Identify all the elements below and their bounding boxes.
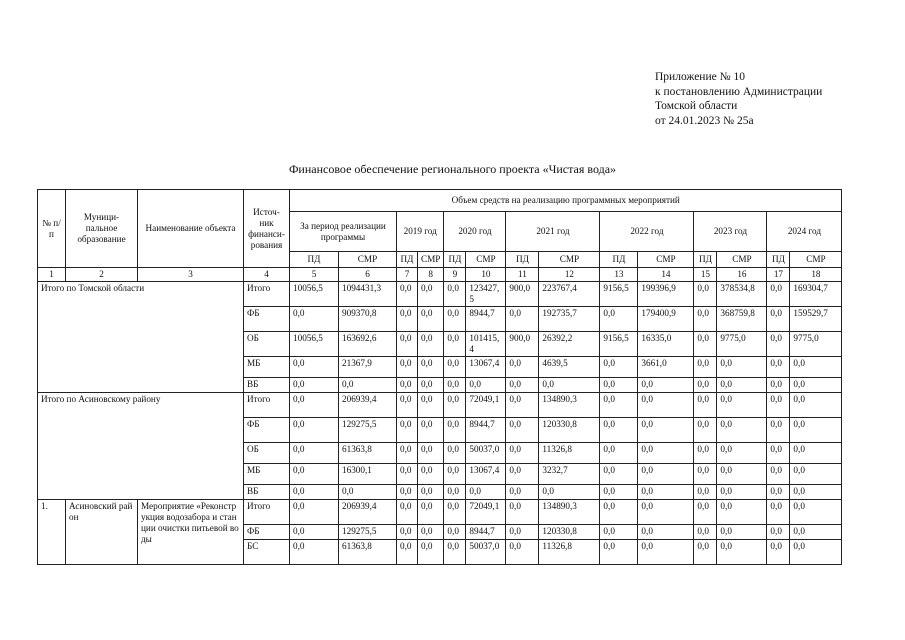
value-cell: 134890,3 <box>539 500 600 525</box>
source-cell: ОБ <box>244 443 290 464</box>
value-cell: 0,0 <box>790 464 842 485</box>
value-cell: 0,0 <box>418 418 444 443</box>
value-cell: 0,0 <box>397 540 418 565</box>
value-cell: 72049,1 <box>466 500 506 525</box>
item-num: 1. <box>38 500 66 565</box>
value-cell: 0,0 <box>506 418 539 443</box>
value-cell: 0,0 <box>506 443 539 464</box>
value-cell: 0,0 <box>539 485 600 500</box>
value-cell: 0,0 <box>694 378 717 393</box>
value-cell: 3661,0 <box>638 357 694 378</box>
value-cell: 0,0 <box>418 357 444 378</box>
appendix-block <box>655 70 822 128</box>
value-cell: 0,0 <box>418 378 444 393</box>
value-cell: 0,0 <box>506 485 539 500</box>
value-cell: 0,0 <box>444 464 466 485</box>
value-cell: 0,0 <box>717 418 767 443</box>
value-cell: 0,0 <box>290 540 339 565</box>
value-cell: 0,0 <box>717 443 767 464</box>
group-label: Итого по Асиновскому району <box>38 393 244 500</box>
value-cell: 1094431,3 <box>339 282 397 307</box>
value-cell: 0,0 <box>790 443 842 464</box>
value-cell: 0,0 <box>397 500 418 525</box>
value-cell: 0,0 <box>506 378 539 393</box>
value-cell: 163692,6 <box>339 332 397 357</box>
value-cell: 0,0 <box>290 464 339 485</box>
value-cell: 0,0 <box>790 500 842 525</box>
value-cell: 0,0 <box>418 464 444 485</box>
value-cell: 0,0 <box>694 525 717 540</box>
header-pd: ПД <box>506 252 539 268</box>
value-cell: 0,0 <box>444 485 466 500</box>
value-cell: 0,0 <box>466 378 506 393</box>
value-cell: 0,0 <box>600 485 638 500</box>
value-cell: 0,0 <box>717 540 767 565</box>
column-number: 16 <box>717 268 767 282</box>
value-cell: 0,0 <box>694 500 717 525</box>
source-cell: Итого <box>244 282 290 307</box>
value-cell: 13067,4 <box>466 357 506 378</box>
column-number: 4 <box>244 268 290 282</box>
column-number: 18 <box>790 268 842 282</box>
value-cell: 11326,8 <box>539 443 600 464</box>
value-cell: 0,0 <box>600 378 638 393</box>
value-cell: 179400,9 <box>638 307 694 332</box>
value-cell: 9156,5 <box>600 282 638 307</box>
header-object-name: Наименование объекта <box>138 190 244 268</box>
value-cell: 0,0 <box>767 332 790 357</box>
value-cell: 11326,8 <box>539 540 600 565</box>
value-cell: 10056,5 <box>290 332 339 357</box>
value-cell: 0,0 <box>506 525 539 540</box>
header-smr: СМР <box>418 252 444 268</box>
value-cell: 900,0 <box>506 282 539 307</box>
appendix-line: от 24.01.2023 № 25а <box>655 114 754 127</box>
value-cell: 0,0 <box>790 540 842 565</box>
value-cell: 0,0 <box>506 500 539 525</box>
value-cell: 0,0 <box>767 464 790 485</box>
table-row <box>38 500 842 525</box>
header-num: № п/п <box>38 190 66 268</box>
source-cell: МБ <box>244 357 290 378</box>
value-cell: 0,0 <box>694 464 717 485</box>
value-cell: 0,0 <box>767 357 790 378</box>
value-cell: 192735,7 <box>539 307 600 332</box>
value-cell: 120330,8 <box>539 525 600 540</box>
value-cell: 0,0 <box>444 282 466 307</box>
value-cell: 0,0 <box>600 357 638 378</box>
header-pd: ПД <box>767 252 790 268</box>
value-cell: 0,0 <box>638 418 694 443</box>
value-cell: 0,0 <box>790 357 842 378</box>
value-cell: 206939,4 <box>339 393 397 418</box>
column-number: 1 <box>38 268 66 282</box>
value-cell: 123427,5 <box>466 282 506 307</box>
column-number: 8 <box>418 268 444 282</box>
value-cell: 0,0 <box>767 378 790 393</box>
header-period: За период реализации программы <box>290 212 397 252</box>
source-cell: ФБ <box>244 525 290 540</box>
value-cell: 0,0 <box>790 418 842 443</box>
column-number: 12 <box>539 268 600 282</box>
header-period: 2020 год <box>444 212 506 252</box>
value-cell: 50037,0 <box>466 540 506 565</box>
value-cell: 9775,0 <box>717 332 767 357</box>
value-cell: 0,0 <box>694 332 717 357</box>
value-cell: 0,0 <box>444 443 466 464</box>
appendix-line: к постановлению Администрации <box>655 85 823 98</box>
value-cell: 129275,5 <box>339 418 397 443</box>
value-cell: 120330,8 <box>539 418 600 443</box>
source-cell: ФБ <box>244 307 290 332</box>
value-cell: 61363,8 <box>339 443 397 464</box>
source-cell: ФБ <box>244 418 290 443</box>
value-cell: 0,0 <box>397 418 418 443</box>
value-cell: 0,0 <box>600 307 638 332</box>
value-cell: 0,0 <box>506 357 539 378</box>
source-cell: ВБ <box>244 378 290 393</box>
value-cell: 0,0 <box>790 393 842 418</box>
value-cell: 206939,4 <box>339 500 397 525</box>
value-cell: 0,0 <box>767 282 790 307</box>
header-municipality: Муници-пальное образование <box>66 190 138 268</box>
value-cell: 0,0 <box>444 332 466 357</box>
value-cell: 0,0 <box>600 464 638 485</box>
value-cell: 0,0 <box>397 393 418 418</box>
value-cell: 3232,7 <box>539 464 600 485</box>
value-cell: 0,0 <box>600 418 638 443</box>
value-cell: 378534,8 <box>717 282 767 307</box>
column-number: 11 <box>506 268 539 282</box>
header-period: 2019 год <box>397 212 444 252</box>
value-cell: 0,0 <box>444 393 466 418</box>
value-cell: 101415,4 <box>466 332 506 357</box>
value-cell: 61363,8 <box>339 540 397 565</box>
header-volume: Объем средств на реализацию программных мероприятий <box>290 190 842 212</box>
value-cell: 0,0 <box>600 393 638 418</box>
item-object-name: Мероприятие «Реконструкция водозабора и станции очистки питьевой воды <box>138 500 244 565</box>
header-smr: СМР <box>466 252 506 268</box>
value-cell: 0,0 <box>717 464 767 485</box>
header-period: 2024 год <box>767 212 842 252</box>
value-cell: 0,0 <box>638 393 694 418</box>
value-cell: 9156,5 <box>600 332 638 357</box>
value-cell: 0,0 <box>717 378 767 393</box>
value-cell: 0,0 <box>444 307 466 332</box>
value-cell: 0,0 <box>717 393 767 418</box>
value-cell: 26392,2 <box>539 332 600 357</box>
value-cell: 0,0 <box>418 307 444 332</box>
value-cell: 0,0 <box>767 307 790 332</box>
value-cell: 0,0 <box>444 357 466 378</box>
value-cell: 0,0 <box>506 464 539 485</box>
item-municipality: Асиновский район <box>66 500 138 565</box>
value-cell: 8944,7 <box>466 525 506 540</box>
value-cell: 0,0 <box>444 378 466 393</box>
value-cell: 0,0 <box>397 443 418 464</box>
value-cell: 0,0 <box>290 357 339 378</box>
value-cell: 0,0 <box>397 357 418 378</box>
value-cell: 0,0 <box>397 307 418 332</box>
appendix-line: Томской области <box>655 100 738 112</box>
header-pd: ПД <box>600 252 638 268</box>
value-cell: 0,0 <box>506 540 539 565</box>
value-cell: 0,0 <box>397 282 418 307</box>
header-pd: ПД <box>397 252 418 268</box>
header-smr: СМР <box>638 252 694 268</box>
table-row <box>38 393 842 418</box>
header-pd: ПД <box>694 252 717 268</box>
value-cell: 0,0 <box>444 418 466 443</box>
value-cell: 0,0 <box>506 393 539 418</box>
value-cell: 50037,0 <box>466 443 506 464</box>
header-period: 2023 год <box>694 212 767 252</box>
value-cell: 0,0 <box>694 418 717 443</box>
column-number: 17 <box>767 268 790 282</box>
value-cell: 0,0 <box>397 525 418 540</box>
value-cell: 0,0 <box>717 485 767 500</box>
source-cell: Итого <box>244 500 290 525</box>
value-cell: 223767,4 <box>539 282 600 307</box>
column-number: 15 <box>694 268 717 282</box>
column-number: 6 <box>339 268 397 282</box>
value-cell: 0,0 <box>694 540 717 565</box>
financing-table <box>37 189 842 565</box>
value-cell: 0,0 <box>418 443 444 464</box>
source-cell: МБ <box>244 464 290 485</box>
value-cell: 0,0 <box>418 282 444 307</box>
header-pd: ПД <box>290 252 339 268</box>
value-cell: 0,0 <box>418 393 444 418</box>
source-cell: Итого <box>244 393 290 418</box>
value-cell: 134890,3 <box>539 393 600 418</box>
value-cell: 0,0 <box>290 307 339 332</box>
value-cell: 909370,8 <box>339 307 397 332</box>
header-source: Источ-ник финанси-рования <box>244 190 290 268</box>
value-cell: 0,0 <box>600 500 638 525</box>
value-cell: 0,0 <box>444 500 466 525</box>
source-cell: БС <box>244 540 290 565</box>
value-cell: 0,0 <box>767 500 790 525</box>
value-cell: 0,0 <box>506 307 539 332</box>
value-cell: 0,0 <box>600 525 638 540</box>
header-smr: СМР <box>539 252 600 268</box>
source-cell: ВБ <box>244 485 290 500</box>
value-cell: 16300,1 <box>339 464 397 485</box>
value-cell: 0,0 <box>444 540 466 565</box>
value-cell: 0,0 <box>290 525 339 540</box>
column-number: 7 <box>397 268 418 282</box>
header-period: 2021 год <box>506 212 600 252</box>
document-title: Финансовое обеспечение регионального проекта «Чистая вода» <box>288 162 617 176</box>
value-cell: 10056,5 <box>290 282 339 307</box>
value-cell: 0,0 <box>638 540 694 565</box>
value-cell: 0,0 <box>466 485 506 500</box>
value-cell: 0,0 <box>600 443 638 464</box>
value-cell: 0,0 <box>767 485 790 500</box>
appendix-line: Приложение № 10 <box>655 71 745 83</box>
header-period: 2022 год <box>600 212 694 252</box>
value-cell: 0,0 <box>638 378 694 393</box>
value-cell: 0,0 <box>418 332 444 357</box>
value-cell: 0,0 <box>694 393 717 418</box>
header-smr: СМР <box>790 252 842 268</box>
value-cell: 8944,7 <box>466 307 506 332</box>
column-number: 14 <box>638 268 694 282</box>
value-cell: 0,0 <box>717 525 767 540</box>
value-cell: 0,0 <box>418 525 444 540</box>
value-cell: 900,0 <box>506 332 539 357</box>
value-cell: 0,0 <box>397 378 418 393</box>
value-cell: 0,0 <box>339 378 397 393</box>
value-cell: 0,0 <box>638 500 694 525</box>
value-cell: 0,0 <box>717 357 767 378</box>
value-cell: 16335,0 <box>638 332 694 357</box>
value-cell: 0,0 <box>694 443 717 464</box>
value-cell: 0,0 <box>290 500 339 525</box>
group-label: Итого по Томской области <box>38 282 244 393</box>
value-cell: 0,0 <box>290 443 339 464</box>
value-cell: 8944,7 <box>466 418 506 443</box>
value-cell: 0,0 <box>694 357 717 378</box>
value-cell: 0,0 <box>767 540 790 565</box>
value-cell: 0,0 <box>290 418 339 443</box>
value-cell: 0,0 <box>397 464 418 485</box>
value-cell: 0,0 <box>790 378 842 393</box>
value-cell: 0,0 <box>694 307 717 332</box>
value-cell: 0,0 <box>767 393 790 418</box>
value-cell: 0,0 <box>339 485 397 500</box>
column-number: 2 <box>66 268 138 282</box>
value-cell: 0,0 <box>418 500 444 525</box>
value-cell: 0,0 <box>397 332 418 357</box>
column-number: 13 <box>600 268 638 282</box>
value-cell: 0,0 <box>767 418 790 443</box>
value-cell: 199396,9 <box>638 282 694 307</box>
value-cell: 0,0 <box>600 540 638 565</box>
value-cell: 0,0 <box>418 485 444 500</box>
value-cell: 0,0 <box>290 485 339 500</box>
value-cell: 0,0 <box>638 443 694 464</box>
header-pd: ПД <box>444 252 466 268</box>
value-cell: 0,0 <box>638 485 694 500</box>
value-cell: 0,0 <box>290 378 339 393</box>
value-cell: 169304,7 <box>790 282 842 307</box>
value-cell: 0,0 <box>790 525 842 540</box>
column-number: 10 <box>466 268 506 282</box>
value-cell: 0,0 <box>444 525 466 540</box>
value-cell: 21367,9 <box>339 357 397 378</box>
table-row <box>38 282 842 307</box>
value-cell: 0,0 <box>638 464 694 485</box>
column-number: 5 <box>290 268 339 282</box>
value-cell: 9775,0 <box>790 332 842 357</box>
value-cell: 72049,1 <box>466 393 506 418</box>
value-cell: 368759,8 <box>717 307 767 332</box>
column-number: 9 <box>444 268 466 282</box>
value-cell: 0,0 <box>694 282 717 307</box>
value-cell: 0,0 <box>397 485 418 500</box>
value-cell: 0,0 <box>790 485 842 500</box>
source-cell: ОБ <box>244 332 290 357</box>
value-cell: 0,0 <box>767 525 790 540</box>
value-cell: 0,0 <box>539 378 600 393</box>
value-cell: 13067,4 <box>466 464 506 485</box>
value-cell: 129275,5 <box>339 525 397 540</box>
value-cell: 0,0 <box>717 500 767 525</box>
value-cell: 4639,5 <box>539 357 600 378</box>
value-cell: 0,0 <box>767 443 790 464</box>
header-smr: СМР <box>717 252 767 268</box>
value-cell: 0,0 <box>418 540 444 565</box>
value-cell: 0,0 <box>638 525 694 540</box>
value-cell: 0,0 <box>694 485 717 500</box>
value-cell: 0,0 <box>290 393 339 418</box>
value-cell: 159529,7 <box>790 307 842 332</box>
column-number: 3 <box>138 268 244 282</box>
header-smr: СМР <box>339 252 397 268</box>
